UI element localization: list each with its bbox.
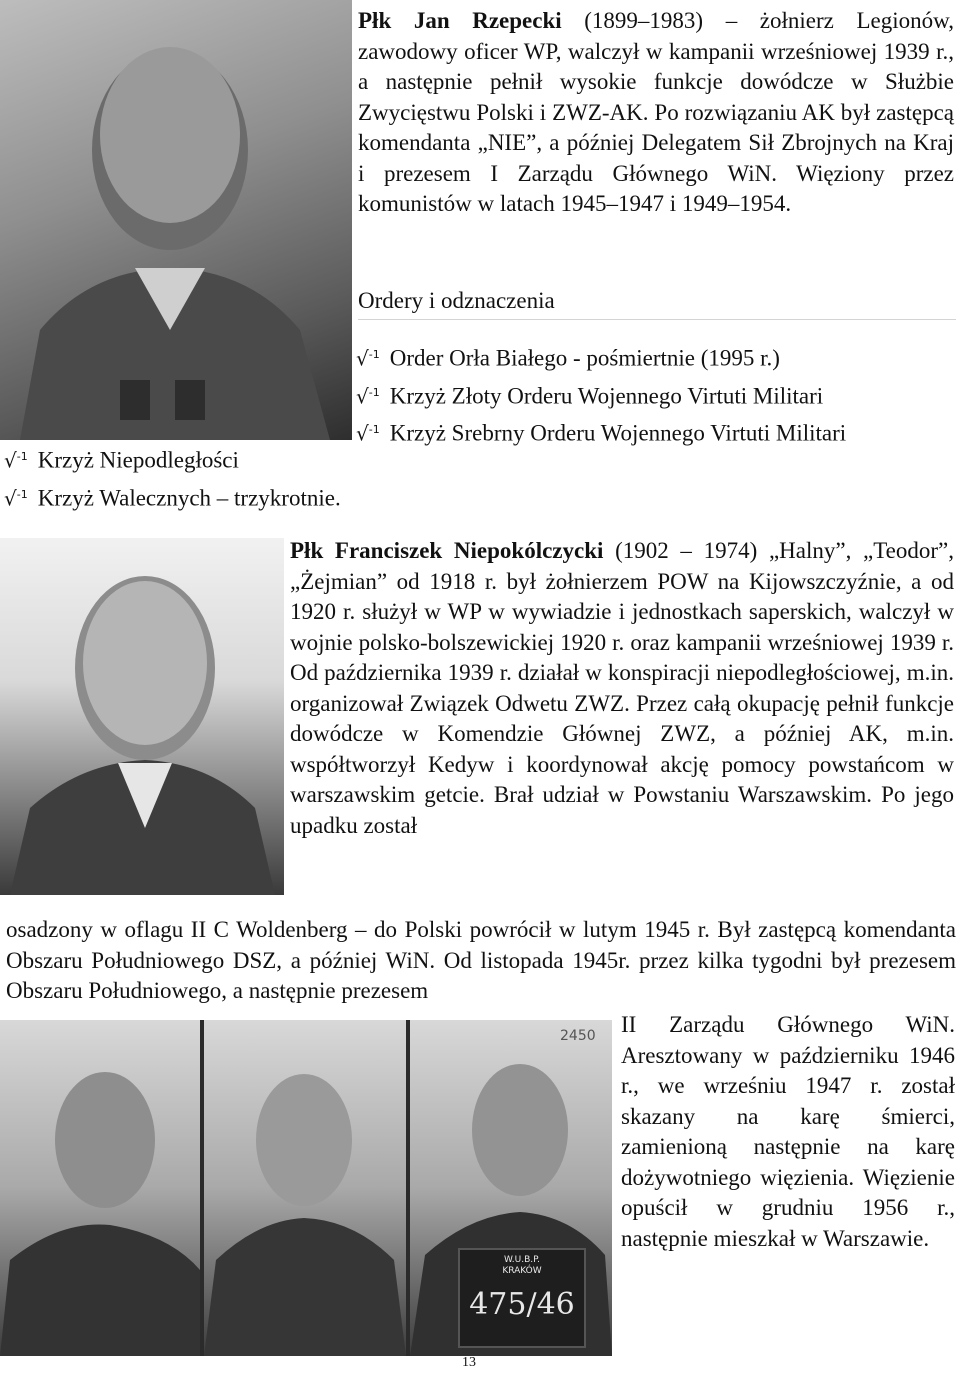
biography-niepokolczycki xyxy=(290,536,954,841)
person-name-niepokolczycki: Płk Franciszek Niepokólczycki xyxy=(290,538,604,563)
profile-silhouette-icon xyxy=(0,1020,200,1356)
corner-mark: 2450 xyxy=(560,1028,596,1044)
awards-list-primary xyxy=(356,338,846,451)
biography-text-rzepecki: (1899–1983) – żołnierz Legionów, zawodowy oficer WP, walczył w kampanii wrześniowej 1939 r., a następnie pełnił wysokie funkcje dowódcze w Służbie Zwycięstwu Polski i ZWZ-AK. Po rozwiązaniu AK był zastępcą komendanta „NIE”, a później Delegatem Sił Zbrojnych na Kraj i prezesem I Zarządu Głównego WiN. Więziony przez komunistów w latach 1945–1947 i 1949–1954. xyxy=(358,8,954,216)
divider-line xyxy=(358,319,956,320)
mugshot-front-view xyxy=(204,1020,406,1356)
award-item: √$^{-1}$ Krzyż Niepodległości xyxy=(4,440,341,478)
portrait-silhouette-icon xyxy=(0,0,352,440)
awards-list-secondary xyxy=(4,440,341,515)
plate-number: 475/46 xyxy=(469,1287,575,1322)
plate-agency: W.U.B.P. xyxy=(503,1255,541,1265)
portrait-photo-rzepecki xyxy=(0,0,352,440)
mugshot-photo xyxy=(0,1020,612,1356)
person-name-rzepecki: Płk Jan Rzepecki xyxy=(358,8,562,33)
biography-tail: II Zarządu Głównego WiN. Aresztowany w październiku 1946 r., we wrześniu 1947 r. został skazany na karę śmierci, zamienioną następnie na karę dożywotniego więzienia. Więzienie opuścił w grudniu 1956 r., następnie mieszkał w Warszawie. xyxy=(621,1012,955,1251)
award-item: √$^{-1}$ Krzyż Walecznych – trzykrotnie. xyxy=(4,478,341,516)
biography-rzepecki xyxy=(358,6,954,220)
checkmark-icon: √$^{-1}$ xyxy=(356,346,380,371)
plate-city: KRAKÓW xyxy=(502,1266,542,1276)
checkmark-icon: √$^{-1}$ xyxy=(4,448,28,473)
award-item: √$^{-1}$ Krzyż Srebrny Orderu Wojennego Virtuti Militari xyxy=(356,413,846,451)
checkmark-icon: √$^{-1}$ xyxy=(356,384,380,409)
mugshot-profile-view xyxy=(0,1020,200,1356)
biography-continuation: osadzony w oflagu II C Woldenberg – do Polski powrócił w lutym 1945 r. Był zastępcą komendanta Obszaru Południowego DSZ, a później WiN. Od listopada 1945r. przez kilka tygodni był prezesem Obszaru Południowego, a następnie prezesem xyxy=(6,917,956,1003)
biography-text-niepokolczycki: (1902 – 1974) „Halny”, „Teodor”, „Żejmian” od 1918 r. był żołnierzem POW na Kijowszczyźnie, a od 1920 r. służył w WP w wywiadzie i jednostkach saperskich, walczył w wojnie polsko-bolszewickiej 1920 r. oraz kampanii wrześniowej 1939 r. Od października 1939 r. działał w konspiracji niepodległościowej, m.in. organizował Związek Odwetu ZWZ. Przez całą okupację pełnił funkcje dowódcze w Komendzie Głównej ZWZ, a później AK, m.in. współtworzył Kedyw i koordynował akcję pomocy powstańcom w warszawskim getcie. Brał udział w Powstaniu Warszawskim. Po jego upadku został xyxy=(290,538,955,838)
portrait-silhouette-icon xyxy=(0,538,284,895)
portrait-photo-niepokolczycki xyxy=(0,538,284,895)
awards-heading: Ordery i odznaczenia xyxy=(358,288,555,313)
checkmark-icon: √$^{-1}$ xyxy=(4,486,28,511)
mugshot-three-quarter-view xyxy=(410,1020,612,1356)
page-number: 13 xyxy=(462,1355,476,1370)
front-silhouette-icon xyxy=(204,1020,406,1356)
mugshot-number-plate xyxy=(458,1248,586,1348)
award-item: √$^{-1}$ Krzyż Złoty Orderu Wojennego Virtuti Militari xyxy=(356,376,846,414)
award-item: √$^{-1}$ Order Orła Białego - pośmiertnie (1995 r.) xyxy=(356,338,846,376)
checkmark-icon: √$^{-1}$ xyxy=(356,421,380,446)
